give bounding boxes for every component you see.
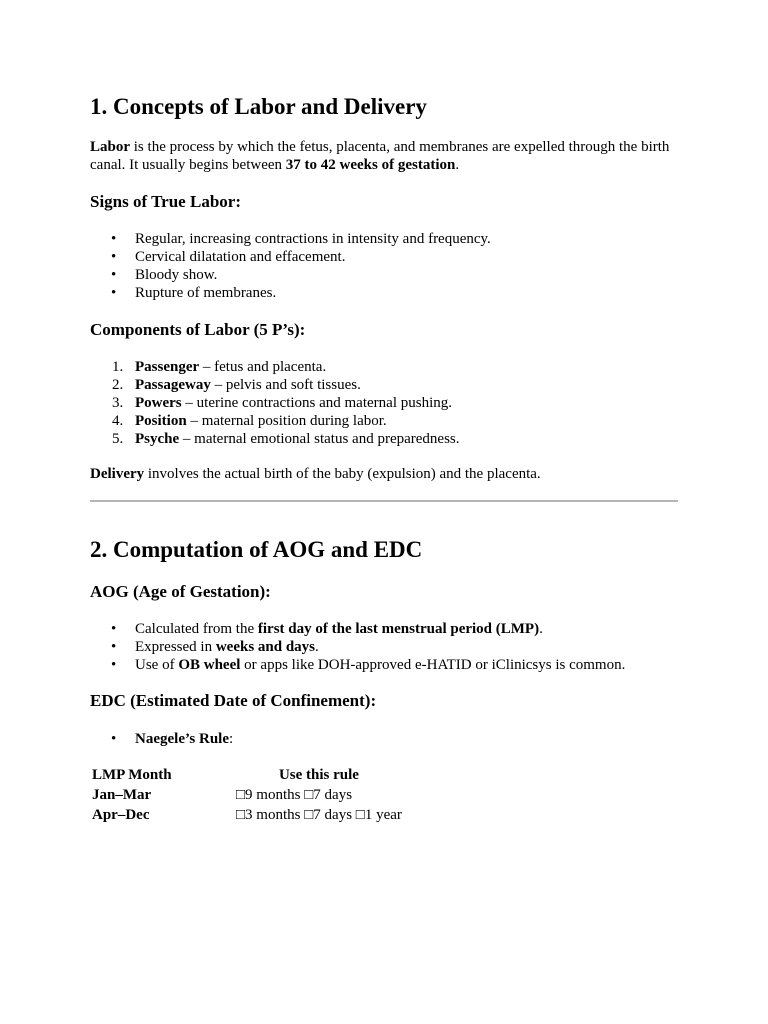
header-lmp-month: LMP Month bbox=[92, 767, 172, 783]
signs-heading: Signs of True Labor: bbox=[90, 192, 241, 211]
components-list bbox=[90, 358, 680, 448]
table-cell-month: Apr–Dec bbox=[92, 807, 150, 823]
table-cell-rule: □3 months □7 days □1 year bbox=[236, 807, 402, 823]
list-item bbox=[90, 430, 680, 448]
naegele-table bbox=[90, 765, 404, 825]
bullet-icon: • bbox=[111, 249, 117, 265]
labor-intro-text-2: . bbox=[455, 157, 460, 173]
list-item bbox=[90, 394, 680, 412]
component-desc: – fetus and placenta. bbox=[199, 359, 327, 375]
bullet-icon: • bbox=[111, 639, 117, 655]
bullet-icon: • bbox=[111, 285, 117, 301]
list-item bbox=[90, 412, 680, 430]
list-item bbox=[90, 358, 680, 376]
list-item-text: . bbox=[539, 621, 543, 637]
list-item bbox=[90, 620, 680, 638]
section-1-title: 1. Concepts of Labor and Delivery bbox=[90, 94, 427, 119]
bullet-icon: • bbox=[111, 657, 117, 673]
list-item-text: Bloody show. bbox=[135, 267, 218, 283]
list-number: 5. bbox=[112, 431, 124, 447]
section-divider bbox=[90, 500, 678, 502]
labor-intro-text-1: is the process by which the fetus, placenta, and membranes are expelled through the birth canal. It usually begins between bbox=[90, 139, 670, 173]
edc-heading: EDC (Estimated Date of Confinement): bbox=[90, 691, 377, 710]
aog-list bbox=[90, 620, 680, 674]
gestation-range: 37 to 42 weeks of gestation bbox=[285, 157, 456, 173]
list-item-text: Use of bbox=[135, 657, 179, 673]
list-item bbox=[90, 638, 680, 656]
list-number: 3. bbox=[112, 395, 124, 411]
list-item-text: Expressed in bbox=[135, 639, 216, 655]
component-desc: – uterine contractions and maternal pushing. bbox=[181, 395, 452, 411]
list-item-text: Regular, increasing contractions in intensity and frequency. bbox=[135, 231, 491, 247]
list-item-text: Cervical dilatation and effacement. bbox=[135, 249, 346, 265]
list-item-text: Calculated from the bbox=[135, 621, 258, 637]
component-term: Psyche bbox=[135, 431, 180, 447]
table-cell-rule: □9 months □7 days bbox=[236, 787, 353, 803]
list-item-bold: first day of the last menstrual period (LMP) bbox=[257, 621, 540, 637]
delivery-text: involves the actual birth of the baby (expulsion) and the placenta. bbox=[144, 466, 541, 482]
list-item-text: or apps like DOH-approved e-HATID or iClinicsys is common. bbox=[240, 657, 626, 673]
component-desc: – pelvis and soft tissues. bbox=[210, 377, 361, 393]
table-row bbox=[90, 785, 404, 805]
component-desc: – maternal position during labor. bbox=[186, 413, 387, 429]
list-number: 2. bbox=[112, 377, 124, 393]
component-term: Position bbox=[135, 413, 187, 429]
delivery-paragraph bbox=[90, 465, 680, 483]
list-item-text: Rupture of membranes. bbox=[135, 285, 277, 301]
header-use-rule: Use this rule bbox=[278, 767, 359, 783]
labor-intro-paragraph bbox=[90, 138, 680, 174]
aog-heading: AOG (Age of Gestation): bbox=[90, 582, 271, 601]
list-item bbox=[90, 230, 680, 248]
section-2-title: 2. Computation of AOG and EDC bbox=[90, 537, 423, 562]
table-header-row bbox=[90, 765, 404, 785]
table-row bbox=[90, 805, 404, 825]
list-item-text: . bbox=[315, 639, 319, 655]
components-heading: Components of Labor (5 P’s): bbox=[90, 320, 306, 339]
list-number: 1. bbox=[112, 359, 124, 375]
list-number: 4. bbox=[112, 413, 124, 429]
list-item bbox=[90, 284, 680, 302]
list-item bbox=[90, 266, 680, 284]
list-item-bold: OB wheel bbox=[178, 657, 241, 673]
list-item bbox=[90, 656, 680, 674]
component-desc: – maternal emotional status and preparedness. bbox=[179, 431, 460, 447]
component-term: Passageway bbox=[135, 377, 211, 393]
list-item bbox=[90, 248, 680, 266]
component-term: Passenger bbox=[135, 359, 200, 375]
bullet-icon: • bbox=[111, 621, 117, 637]
list-item bbox=[90, 730, 680, 748]
signs-list bbox=[90, 230, 680, 302]
delivery-term: Delivery bbox=[90, 466, 145, 482]
bullet-icon: • bbox=[111, 731, 117, 747]
bullet-icon: • bbox=[111, 231, 117, 247]
naegele-list bbox=[90, 730, 680, 748]
naegele-rule-label: Naegele’s Rule bbox=[135, 731, 229, 747]
list-item-bold: weeks and days bbox=[215, 639, 316, 655]
list-item-text: : bbox=[229, 731, 234, 747]
bullet-icon: • bbox=[111, 267, 117, 283]
table-cell-month: Jan–Mar bbox=[92, 787, 152, 803]
list-item bbox=[90, 376, 680, 394]
component-term: Powers bbox=[135, 395, 182, 411]
labor-term: Labor bbox=[90, 139, 131, 155]
